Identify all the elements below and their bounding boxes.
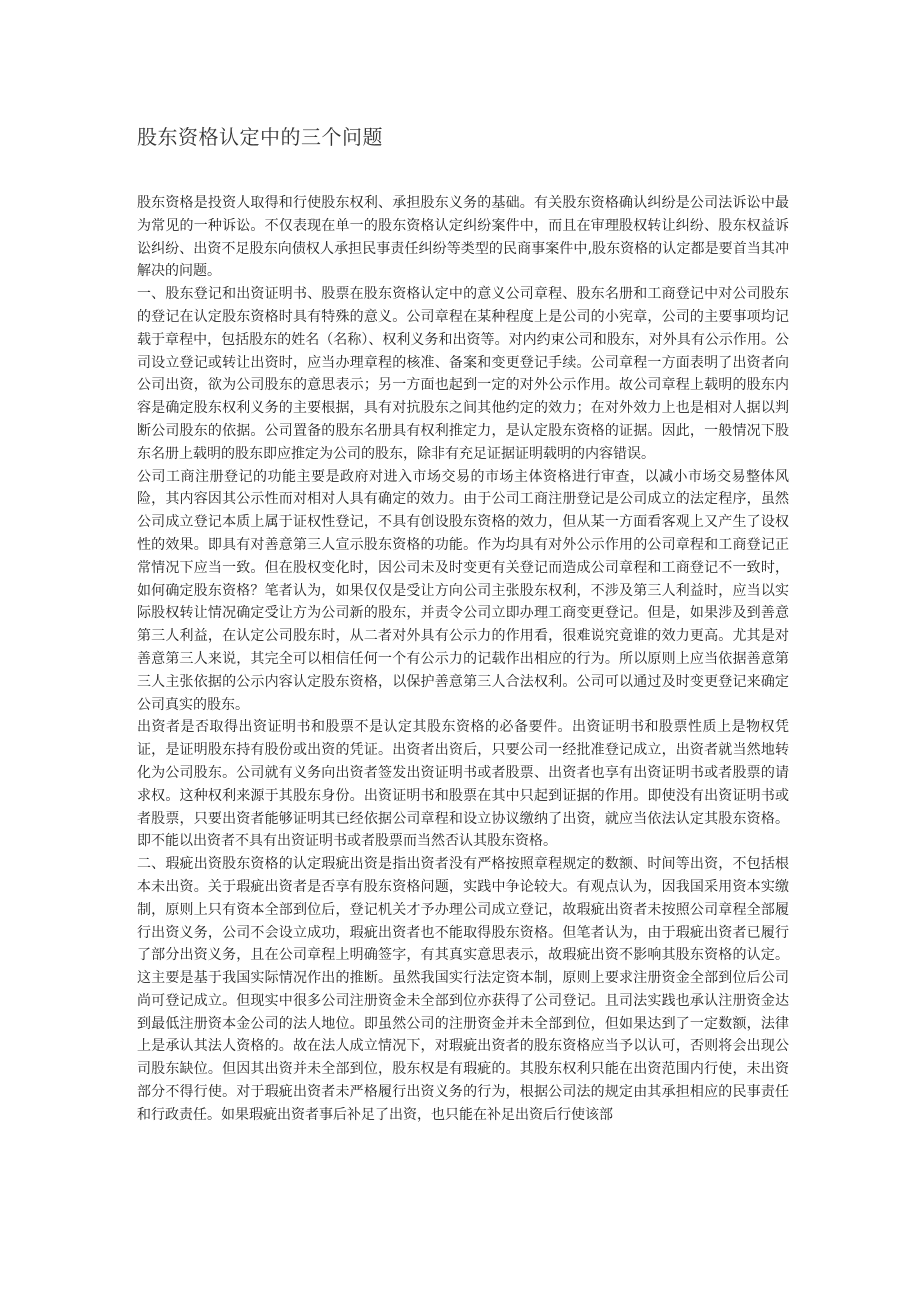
paragraph-capital-certificate: 出资者是否取得出资证明书和股票不是认定其股东资格的必备要件。出资证明书和股票性质上是物权凭证，是证明股东持有股份或出资的凭证。出资者出资后，只要公司一经批准登记成立，出资者就当然地转化为公司股东。公司就有义务向出资者签发出资证明书或者股票、出资者也享有出资证明书或者股票的请求权。这种权利来源于其股东身份。出资证明书和股票在其中只起到证据的作用。即使没有出资证明书或者股票，只要出资者能够证明其已经依据公司章程和设立协议缴纳了出资，就应当依法认定其股东资格。即不能以出资者不具有出资证明书或者股票而当然否认其股东资格。: [137, 719, 789, 850]
paragraph-business-registration: 公司工商注册登记的功能主要是政府对进入市场交易的市场主体资格进行审查，以减小市场交易整体风险，其内容因其公示性而对相对人具有确定的效力。由于公司工商注册登记是公司成立的法定程序，虽然公司成立登记本质上属于证权性登记，不具有创设股东资格的效力，但从某一方面看客观上又产生了设权性的效果。即具有对善意第三人宣示股东资格的功能。作为均具有对外公示作用的公司章程和工商登记正常情况下应当一致。但在股权变化时，因公司未及时变更有关登记而造成公司章程和工商登记不一致时，如何确定股东资格？笔者认为，如果仅仅是受让方向公司主张股东权利，不涉及第三人利益时，应当以实际股权转让情况确定受让方为公司新的股东，并责令公司立即办理工商变更登记。但是，如果涉及到善意第三人利益，在认定公司股东时，从二者对外具有公示力的作用看，很难说究竟谁的效力更高。尤其是对善意第三人来说，其完全可以相信任何一个有公示力的记载作出相应的行为。所以原则上应当依据善意第三人主张依据的公示内容认定股东资格，以保护善意第三人合法权利。公司可以通过及时变更登记来确定公司真实的股东。: [137, 468, 789, 713]
document-title: 股东资格认定中的三个问题: [137, 125, 383, 149]
paragraph-section-one: 一、股东登记和出资证明书、股票在股东资格认定中的意义公司章程、股东名册和工商登记中对公司股东的登记在认定股东资格时具有特殊的意义。公司章程在某种程度上是公司的小宪章，公司的主要事项均记载于章程中，包括股东的姓名（名称）、权利义务和出资等。对内约束公司和股东，对外具有公示作用。公司设立登记或转让出资时，应当办理章程的核准、备案和变更登记手续。公司章程一方面表明了出资者向公司出资，欲为公司股东的意思表示；另一方面也起到一定的对外公示作用。故公司章程上载明的股东内容是确定股东权利义务的主要根据，具有对抗股东之间其他约定的效力；在对外效力上也是相对人据以判断公司股东的依据。公司置备的股东名册具有权利推定力，是认定股东资格的证据。因此，一般情况下股东名册上载明的股东即应推定为公司的股东，除非有充足证据证明载明的内容错误。: [137, 286, 789, 462]
paragraph-section-two: 二、瑕疵出资股东资格的认定瑕疵出资是指出资者没有严格按照章程规定的数额、时间等出资，不包括根本未出资。关于瑕疵出资者是否享有股东资格问题，实践中争论较大。有观点认为，因我国采用资本实缴制，原则上只有资本全部到位后，登记机关才予办理公司成立登记，故瑕疵出资者未按照公司章程全部履行出资义务，公司不会设立成功，瑕疵出资者也不能取得股东资格。但笔者认为，由于瑕疵出资者已履行了部分出资义务，且在公司章程上明确签字，有其真实意思表示，故瑕疵出资不影响其股东资格的认定。这主要是基于我国实际情况作出的推断。虽然我国实行法定资本制，原则上要求注册资金全部到位后公司尚可登记成立。但现实中很多公司注册资金未全部到位亦获得了公司登记。且司法实践也承认注册资金达到最低注册资本金公司的法人地位。即虽然公司的注册资金并未全部到位，但如果达到了一定数额，法律上是承认其法人资格的。故在法人成立情况下，对瑕疵出资者的股东资格应当予以认可，否则将会出现公司股东缺位。但因其出资并未全部到位，股东权是有瑕疵的。其股东权利只能在出资范围内行使，未出资部分不得行使。对于瑕疵出资者未严格履行出资义务的行为，根据公司法的规定由其承担相应的民事责任和行政责任。如果瑕疵出资者事后补足了出资，也只能在补足出资后行使该部: [137, 856, 789, 1123]
paragraph-intro: 股东资格是投资人取得和行使股东权利、承担股东义务的基础。有关股东资格确认纠纷是公司法诉讼中最为常见的一种诉讼。不仅表现在单一的股东资格认定纠纷案件中，而且在审理股权转让纠纷、股东权益诉讼纠纷、出资不足股东向债权人承担民事责任纠纷等类型的民商事案件中,股东资格的认定都是要首当其冲解决的问题。: [137, 195, 789, 280]
document-body: [137, 192, 789, 1127]
